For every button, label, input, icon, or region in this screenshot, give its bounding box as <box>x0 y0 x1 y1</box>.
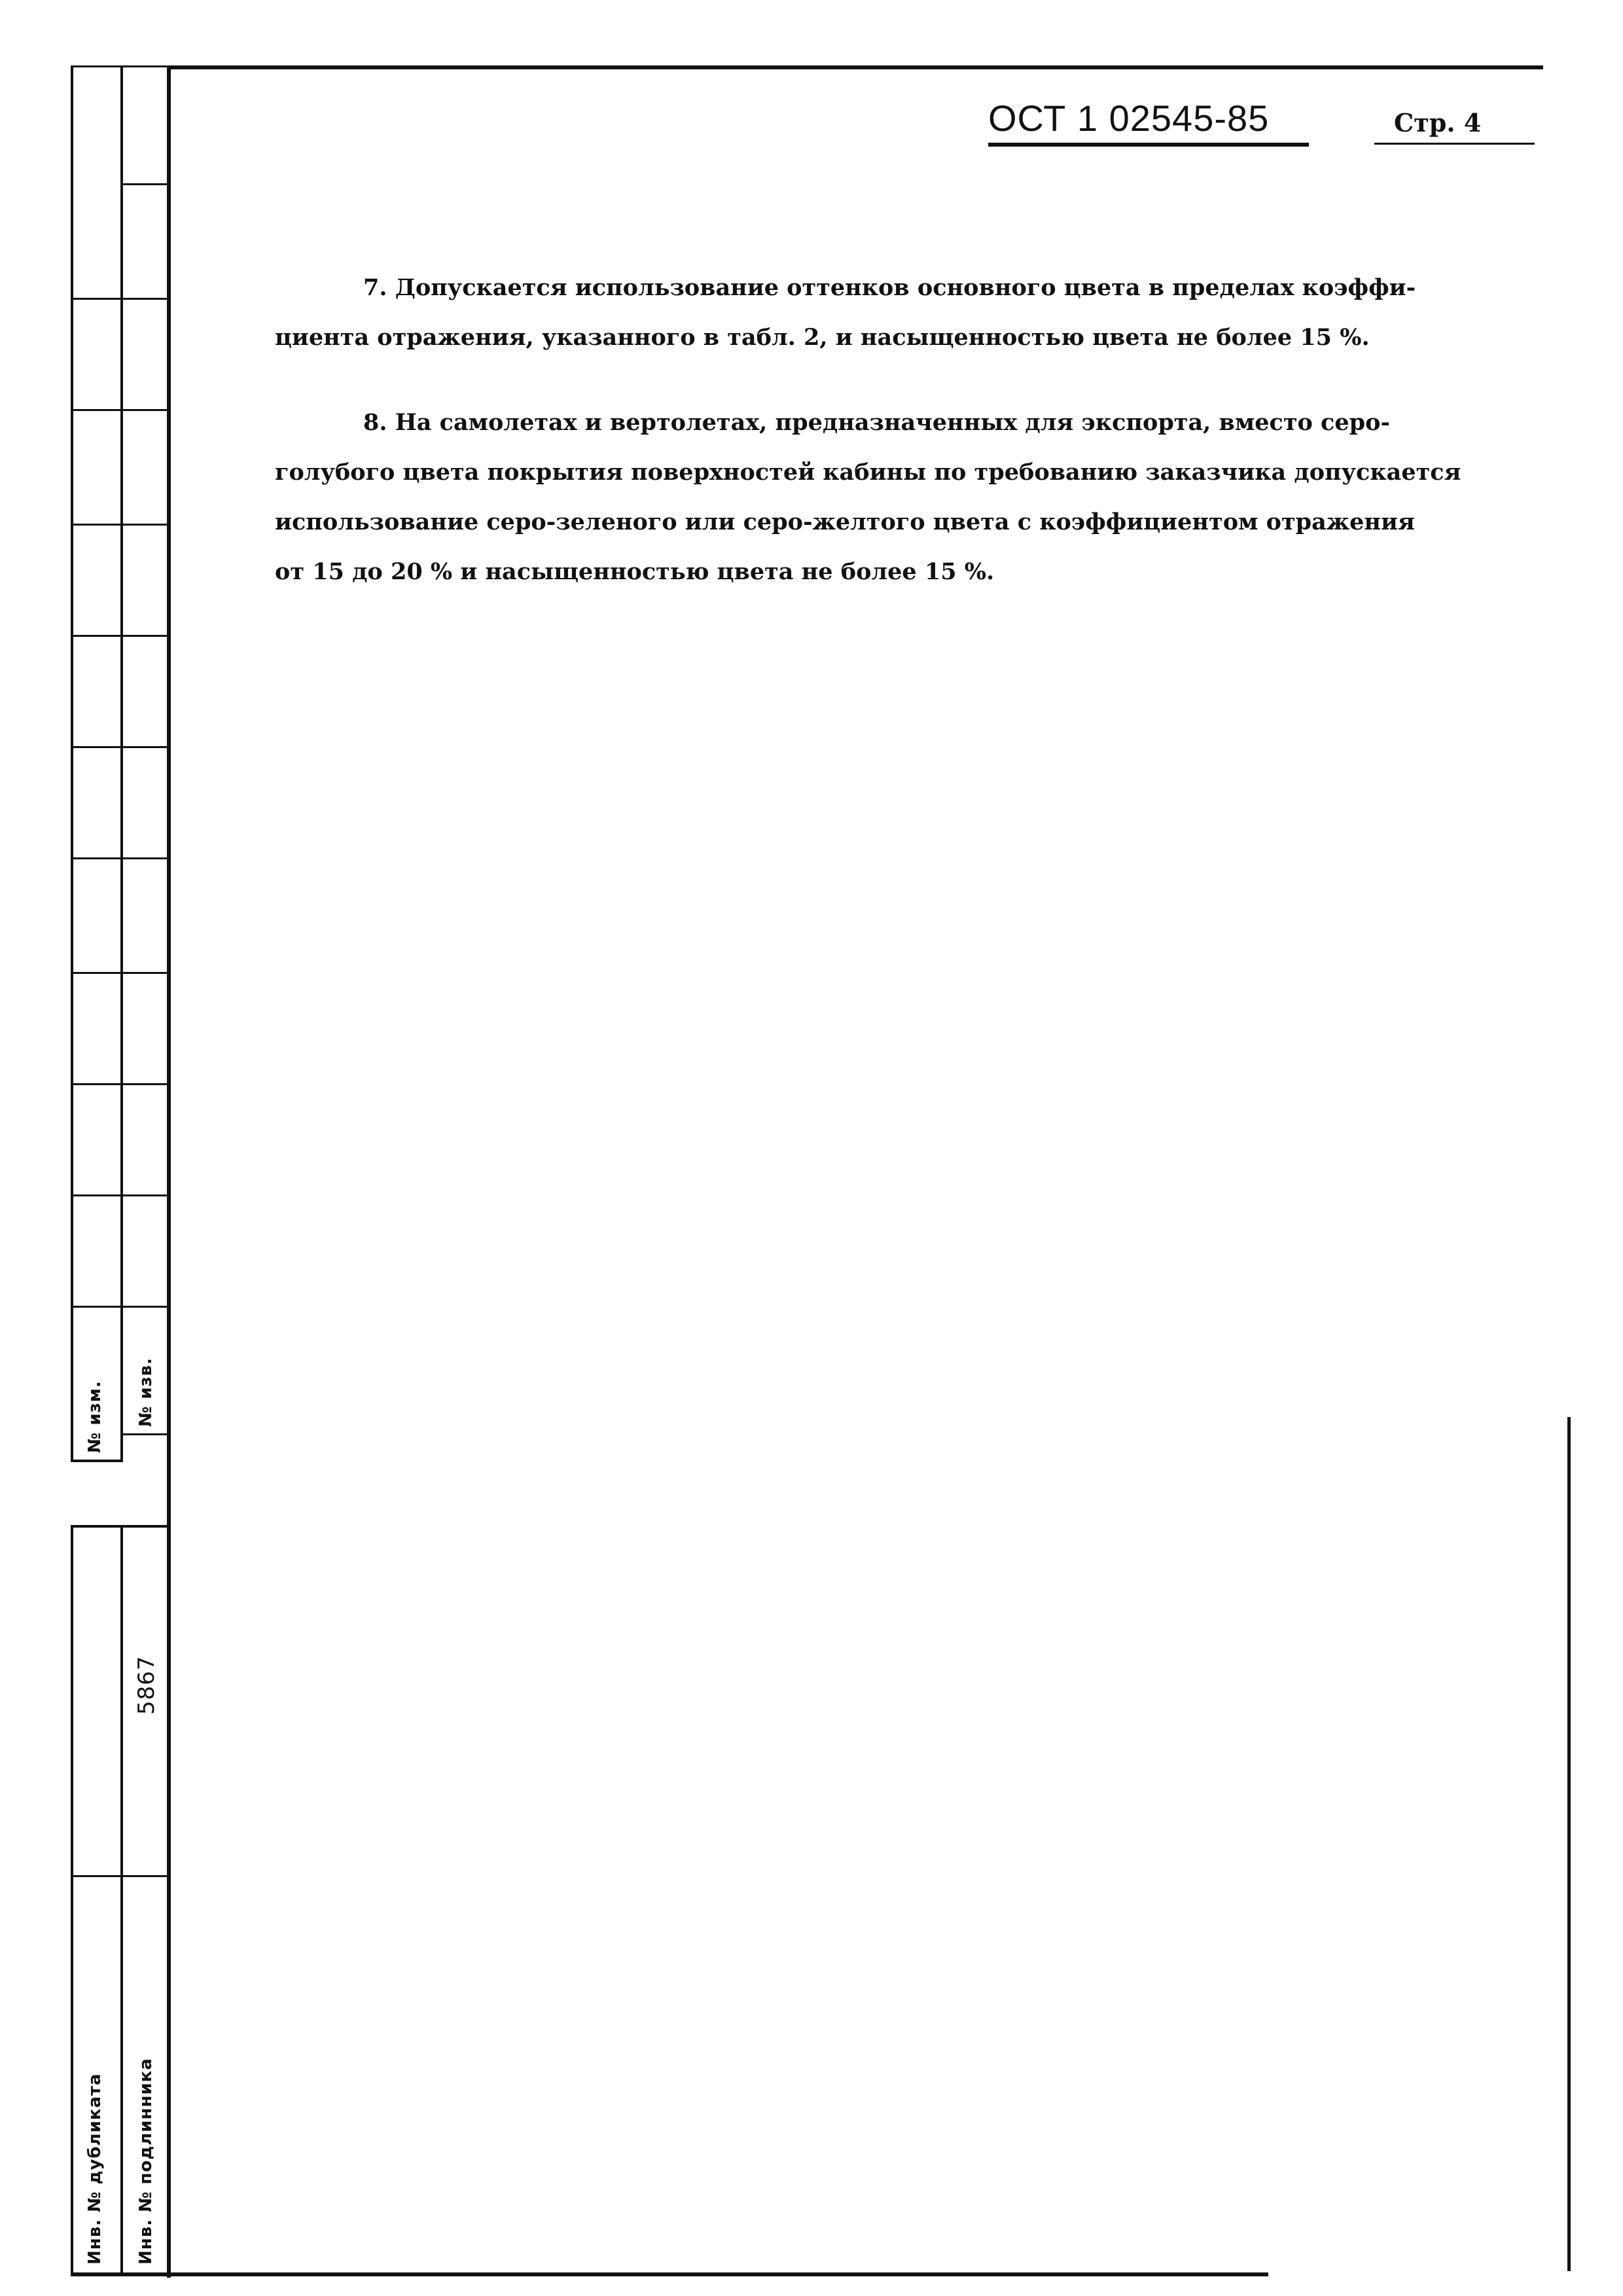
paragraph-line: голубого цвета покрытия поверхностей кабины по требованию заказчика допускается <box>275 459 1461 486</box>
document-code: ОСТ 1 02545-85 <box>988 98 1270 139</box>
change-number-label: № изм. <box>85 1380 105 1453</box>
paragraph-line: 7. Допускается использование оттенков основного цвета в пределах коэффи- <box>363 274 1416 301</box>
document-code-underline <box>988 143 1309 147</box>
duplicate-inventory-label: Инв. № дубликата <box>85 2073 105 2265</box>
frame-top-border <box>169 65 1543 69</box>
frame-right-border <box>1567 1417 1571 2271</box>
original-inventory-value: 5867 <box>134 1655 160 1715</box>
paragraph-line: от 15 до 20 % и насыщенностью цвета не более 15 %. <box>275 558 995 585</box>
margin-stamp-table <box>71 65 169 2274</box>
page-number: Стр. 4 <box>1394 108 1482 137</box>
paragraph-line: 8. На самолетах и вертолетах, предназначенных для экспорта, вместо серо- <box>363 409 1390 436</box>
frame-bottom-border <box>71 2272 1268 2276</box>
paragraph-7 <box>275 263 1492 363</box>
original-inventory-label: Инв. № подлинника <box>136 2058 156 2265</box>
paragraph-8 <box>275 398 1492 597</box>
notice-number-label: № изв. <box>136 1357 156 1427</box>
page-number-underline <box>1374 143 1535 145</box>
paragraph-line: использование серо-зеленого или серо-желтого цвета с коэффициентом отражения <box>275 509 1415 535</box>
paragraph-line: циента отражения, указанного в табл. 2, и насыщенностью цвета не более 15 %. <box>275 324 1370 351</box>
